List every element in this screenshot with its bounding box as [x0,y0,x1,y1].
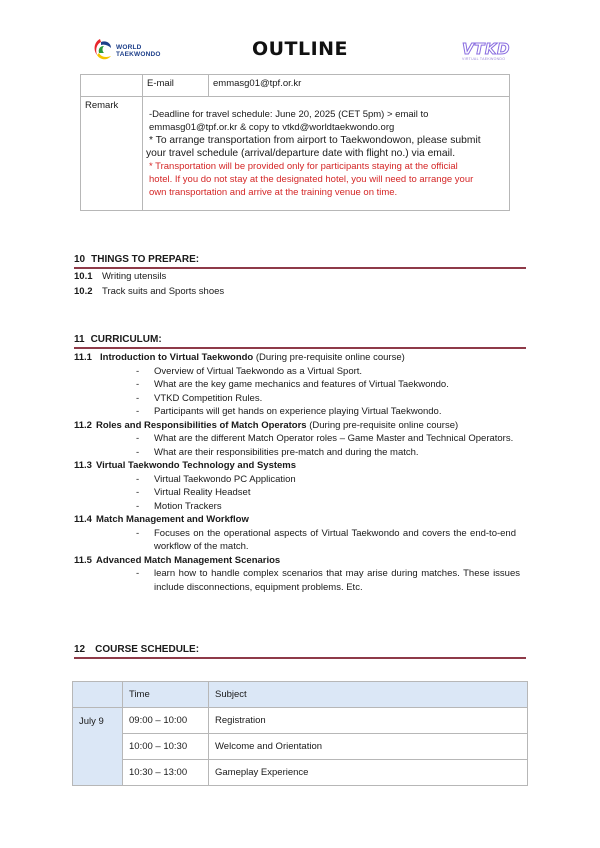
list-item: - Participants will get hands on experience playing Virtual Taekwondo. [136,406,442,417]
section-10-heading [74,254,526,269]
heading-title: Match Management and Workflow [95,514,249,525]
list-item-text: What are their responsibilities pre-match and during the match. [154,446,419,458]
curriculum-heading-11-5 [74,554,526,568]
vtkd-logo [462,40,522,68]
empty-header-cell [73,682,123,708]
section-10-number: 10 [74,254,86,265]
time-cell: 10:00 – 10:30 [123,734,209,760]
email-label: E-mail [143,75,209,97]
remark-warning-1: * Transportation will be provided only for participants staying at the official [149,161,458,172]
table-row [73,760,528,786]
prep-item-text: Track suits and Sports shoes [102,286,225,297]
prep-item-number: 10.2 [74,286,93,297]
list-item: - Focuses on the operational aspects of Virtual Taekwondo and covers the end-to-end workflow of the match. [136,527,516,552]
time-cell: 10:30 – 13:00 [123,760,209,786]
day-cell: July 9 [73,708,123,786]
remark-transport-note: * To arrange transportation from airport to Taekwondowon, please submit [149,135,481,146]
list-item-text: VTKD Competition Rules. [154,392,263,404]
section-12-number: 12 [74,644,86,655]
contact-table [80,74,510,211]
heading-number: 11.3 [74,460,92,471]
list-item: - Motion Trackers [136,500,222,512]
list-item-text: Motion Trackers [154,500,222,512]
remark-warning-3: own transportation and arrive at the training venue on time. [149,187,398,198]
prep-item-number: 10.1 [74,271,93,282]
logo-line-taekwondo: TAEKWONDO [116,51,161,58]
list-item-text: Focuses on the operational aspects of Virtual Taekwondo and covers the end-to-end workflow of the match. [154,527,516,552]
list-item-text: Participants will get hands on experience playing Virtual Taekwondo. [154,406,442,417]
prep-item-text: Writing utensils [102,271,167,282]
list-item: - VTKD Competition Rules. [136,392,263,404]
list-item-text: Overview of Virtual Taekwondo as a Virtual Sport. [154,365,363,377]
subject-cell: Gameplay Experience [209,760,528,786]
column-header-time: Time [123,682,209,708]
list-item: - What are the different Match Operator roles – Game Master and Technical Operators. [136,433,514,444]
list-item-text: Virtual Taekwondo PC Application [154,473,296,485]
curriculum-list [74,351,526,594]
section-12-heading [74,644,526,659]
curriculum-heading-11-2 [74,419,526,433]
list-item-text: learn how to handle complex scenarios that may arise during matches. These issues include disconnections, equipment problems. Etc. [154,568,520,593]
remark-label: Remark [81,97,143,211]
remark-deadline: -Deadline for travel schedule: June 20, 2025 (CET 5pm) > email to [149,109,429,120]
heading-number: 11.5 [74,554,92,566]
heading-note: (During pre-requisite online course) [306,419,459,431]
remark-travel-schedule: your travel schedule (arrival/departure date with flight no.) via email. [146,148,456,159]
heading-title: Introduction to Virtual Taekwondo [100,352,254,363]
page-title: OUTLINE [251,38,349,60]
list-item-text: Virtual Reality Headset [154,487,251,498]
heading-title: Roles and Responsibilities of Match Operators [95,419,307,431]
list-item-text: What are the different Match Operator roles – Game Master and Technical Operators. [154,433,514,444]
curriculum-heading-11-3 [74,459,526,473]
vtkd-logo-subtitle: VIRTUAL TAEKWONDO [462,57,506,61]
list-item-text: What are the key game mechanics and features of Virtual Taekwondo. [154,379,449,390]
logo-line-world: WORLD [116,44,142,51]
list-item: - Virtual Taekwondo PC Application [136,473,296,485]
remark-email-copy: emmasg01@tpf.or.kr & copy to vtkd@worldtaekwondo.org [149,122,395,133]
list-item: - What are the key game mechanics and features of Virtual Taekwondo. [136,379,449,390]
heading-number: 11.1 [74,352,92,363]
curriculum-heading-11-4 [74,513,526,527]
list-item: - learn how to handle complex scenarios that may arise during matches. These issues include disconnections, equipment problems. Etc. [136,568,520,593]
remark-content [143,97,510,211]
section-12-title: COURSE SCHEDULE: [95,644,200,655]
section-10-title: THINGS TO PREPARE: [91,254,200,265]
email-row [81,75,510,97]
list-item: - What are their responsibilities pre-match and during the match. [136,446,419,458]
heading-title: Advanced Match Management Scenarios [95,554,281,566]
heading-number: 11.4 [74,514,92,525]
curriculum-heading-11-1 [74,351,526,365]
table-row [73,708,528,734]
table-header-row [73,682,528,708]
section-11-heading [74,334,526,349]
section-11-title: CURRICULUM: [90,334,162,345]
heading-note: (During pre-requisite online course) [253,352,405,363]
list-item: - Overview of Virtual Taekwondo as a Virtual Sport. [136,365,363,377]
prep-item [74,286,224,297]
list-item: - Virtual Reality Headset [136,487,251,498]
empty-cell [81,75,143,97]
page-header [0,30,600,72]
remark-warning-2: hotel. If you do not stay at the designated hotel, you will need to arrange your [149,174,474,185]
remark-row [81,97,510,211]
vtkd-logo-text: VTKD [462,40,510,58]
course-schedule-table [72,681,528,786]
email-value: emmasg01@tpf.or.kr [209,75,510,97]
heading-number: 11.2 [74,419,92,431]
table-row [73,734,528,760]
prep-item [74,271,166,282]
column-header-subject: Subject [209,682,528,708]
time-cell: 09:00 – 10:00 [123,708,209,734]
heading-title: Virtual Taekwondo Technology and Systems [95,460,297,471]
subject-cell: Registration [209,708,528,734]
subject-cell: Welcome and Orientation [209,734,528,760]
section-11-number: 11 [74,334,85,345]
